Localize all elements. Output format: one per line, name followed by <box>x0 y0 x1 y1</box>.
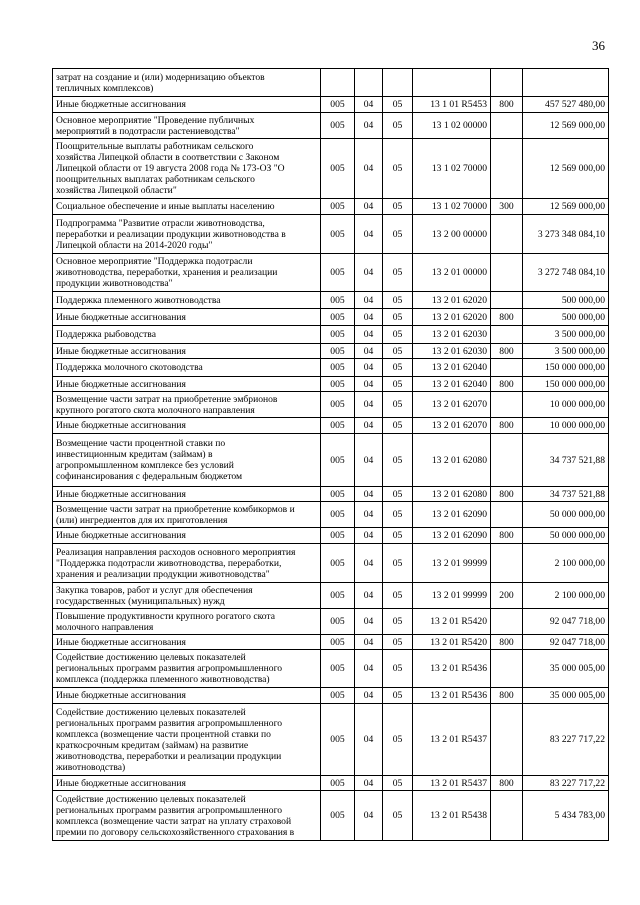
cell-target-article: 13 2 01 R5437 <box>413 704 491 776</box>
item-name-line: Иные бюджетные ассигнования <box>56 777 186 789</box>
cell-department-code <box>321 69 355 97</box>
cell-subsection: 05 <box>383 487 413 502</box>
item-name-line: инвестиционным кредитам (займам) в <box>56 449 213 460</box>
cell-expense-type <box>491 650 523 688</box>
cell-section: 04 <box>355 583 383 609</box>
table-row <box>53 635 609 650</box>
cell-subsection: 05 <box>383 609 413 635</box>
table-row <box>53 418 609 434</box>
item-name-line: Основное мероприятие "Поддержка подотрасли <box>56 256 253 267</box>
cell-expense-type: 800 <box>491 688 523 704</box>
item-name-line: комплекса (поддержка племенного животноводства) <box>56 674 270 685</box>
cell-section: 04 <box>355 434 383 487</box>
cell-amount <box>523 69 609 97</box>
cell-section: 04 <box>355 392 383 418</box>
item-name-line: Содействие достижению целевых показателей <box>56 652 246 663</box>
table-row <box>53 791 609 841</box>
cell-amount: 92 047 718,00 <box>523 635 609 650</box>
cell-subsection: 05 <box>383 704 413 776</box>
item-name-line: региональных программ развития агропромышленного <box>56 804 283 816</box>
cell-item-name <box>53 309 321 326</box>
cell-item-name <box>53 292 321 309</box>
cell-expense-type <box>491 113 523 139</box>
cell-subsection: 05 <box>383 418 413 434</box>
cell-amount: 12 569 000,00 <box>523 113 609 139</box>
cell-amount: 150 000 000,00 <box>523 359 609 377</box>
table-row <box>53 292 609 309</box>
table-row <box>53 359 609 377</box>
cell-amount: 457 527 480,00 <box>523 97 609 113</box>
cell-item-name <box>53 344 321 359</box>
cell-expense-type <box>491 434 523 487</box>
cell-item-name <box>53 650 321 688</box>
cell-expense-type <box>491 791 523 841</box>
cell-amount: 34 737 521,88 <box>523 434 609 487</box>
cell-item-name <box>53 502 321 528</box>
cell-expense-type: 800 <box>491 776 523 791</box>
cell-item-name <box>53 528 321 544</box>
item-name-line: переработки и реализации продукции животноводства в <box>56 228 286 240</box>
cell-amount: 50 000 000,00 <box>523 528 609 544</box>
cell-section: 04 <box>355 791 383 841</box>
cell-section: 04 <box>355 113 383 139</box>
cell-section: 04 <box>355 97 383 113</box>
cell-target-article: 13 2 01 R5436 <box>413 650 491 688</box>
item-name-line: молочного направления <box>56 621 154 633</box>
page-number: 36 <box>592 38 605 53</box>
cell-subsection: 05 <box>383 326 413 344</box>
cell-item-name <box>53 359 321 377</box>
table-row <box>53 97 609 113</box>
cell-department-code: 005 <box>321 502 355 528</box>
cell-department-code: 005 <box>321 418 355 434</box>
cell-department-code: 005 <box>321 292 355 309</box>
cell-amount: 3 273 348 084,10 <box>523 215 609 254</box>
item-name-line: хранения и реализации продукции животноводства" <box>56 568 270 580</box>
item-name-line: животноводства, переработки и реализации продукции <box>56 750 282 762</box>
cell-amount: 500 000,00 <box>523 292 609 309</box>
item-name-line: Иные бюджетные ассигнования <box>56 636 186 648</box>
cell-subsection: 05 <box>383 97 413 113</box>
cell-target-article: 13 2 01 62040 <box>413 359 491 377</box>
item-name-line: региональных программ развития агропромышленного <box>56 717 283 729</box>
cell-amount: 2 100 000,00 <box>523 544 609 583</box>
table-row <box>53 704 609 776</box>
cell-subsection: 05 <box>383 139 413 199</box>
cell-target-article: 13 2 01 62030 <box>413 344 491 359</box>
cell-amount: 12 569 000,00 <box>523 139 609 199</box>
cell-subsection: 05 <box>383 791 413 841</box>
cell-target-article: 13 1 02 00000 <box>413 113 491 139</box>
cell-amount: 50 000 000,00 <box>523 502 609 528</box>
cell-section: 04 <box>355 528 383 544</box>
cell-amount: 34 737 521,88 <box>523 487 609 502</box>
cell-subsection: 05 <box>383 377 413 392</box>
item-name-line: Возмещение части процентной ставки по <box>56 438 226 449</box>
item-name-line: крупного рогатого скота молочного направления <box>56 404 255 416</box>
cell-subsection: 05 <box>383 292 413 309</box>
cell-department-code: 005 <box>321 704 355 776</box>
cell-department-code: 005 <box>321 139 355 199</box>
table-row <box>53 650 609 688</box>
cell-target-article: 13 2 01 62040 <box>413 377 491 392</box>
cell-amount: 10 000 000,00 <box>523 392 609 418</box>
cell-expense-type <box>491 704 523 776</box>
item-name-line: региональных программ развития агропромышленного <box>56 663 283 674</box>
cell-department-code: 005 <box>321 776 355 791</box>
item-name-line: премии по договору сельскохозяйственного страхования в <box>56 826 295 838</box>
cell-department-code: 005 <box>321 392 355 418</box>
cell-target-article: 13 2 01 R5437 <box>413 776 491 791</box>
cell-expense-type: 800 <box>491 309 523 326</box>
item-name-line: мероприятий в подотрасли растениеводства" <box>56 125 240 137</box>
cell-department-code: 005 <box>321 344 355 359</box>
cell-section: 04 <box>355 688 383 704</box>
cell-expense-type: 800 <box>491 97 523 113</box>
cell-expense-type: 300 <box>491 199 523 215</box>
cell-expense-type <box>491 215 523 254</box>
item-name-line: Содействие достижению целевых показателей <box>56 706 246 718</box>
cell-amount: 3 272 748 084,10 <box>523 254 609 292</box>
cell-subsection: 05 <box>383 776 413 791</box>
cell-subsection: 05 <box>383 254 413 292</box>
item-name-line: тепличных комплексов) <box>56 82 154 94</box>
cell-section: 04 <box>355 418 383 434</box>
item-name-line: Социальное обеспечение и иные выплаты населению <box>56 201 275 212</box>
cell-section: 04 <box>355 254 383 292</box>
cell-subsection: 05 <box>383 434 413 487</box>
cell-department-code: 005 <box>321 635 355 650</box>
cell-department-code: 005 <box>321 326 355 344</box>
item-name-line: Иные бюджетные ассигнования <box>56 345 186 357</box>
cell-subsection: 05 <box>383 344 413 359</box>
cell-target-article: 13 2 01 62070 <box>413 392 491 418</box>
cell-amount: 83 227 717,22 <box>523 704 609 776</box>
cell-expense-type <box>491 254 523 292</box>
cell-target-article: 13 1 02 70000 <box>413 199 491 215</box>
cell-subsection: 05 <box>383 113 413 139</box>
cell-department-code: 005 <box>321 609 355 635</box>
cell-section: 04 <box>355 344 383 359</box>
cell-subsection: 05 <box>383 359 413 377</box>
table-row <box>53 544 609 583</box>
cell-item-name <box>53 215 321 254</box>
cell-section: 04 <box>355 704 383 776</box>
cell-department-code: 005 <box>321 791 355 841</box>
item-name-line: краткосрочным кредитам (займам) на развитие <box>56 739 249 751</box>
cell-item-name <box>53 791 321 841</box>
cell-amount: 500 000,00 <box>523 309 609 326</box>
item-name-line: государственных (муниципальных) нужд <box>56 595 225 607</box>
item-name-line: Поощрительные выплаты работникам сельского <box>56 141 254 152</box>
cell-department-code: 005 <box>321 215 355 254</box>
item-name-line: Поддержка племенного животноводства <box>56 294 221 306</box>
item-name-line: комплекса (возмещение части процентной ставки по <box>56 728 271 740</box>
cell-expense-type <box>491 502 523 528</box>
cell-subsection: 05 <box>383 392 413 418</box>
item-name-line: Поддержка молочного скотоводства <box>56 362 203 373</box>
table-row <box>53 392 609 418</box>
item-name-line: Повышение продуктивности крупного рогатого скота <box>56 610 275 622</box>
cell-amount: 83 227 717,22 <box>523 776 609 791</box>
budget-table <box>52 68 609 841</box>
cell-target-article: 13 2 01 62030 <box>413 326 491 344</box>
cell-item-name <box>53 704 321 776</box>
table-row <box>53 377 609 392</box>
cell-expense-type: 800 <box>491 418 523 434</box>
cell-item-name <box>53 69 321 97</box>
item-name-line: (или) ингредиентов для их приготовления <box>56 514 228 526</box>
cell-item-name <box>53 418 321 434</box>
cell-amount: 35 000 005,00 <box>523 688 609 704</box>
cell-target-article: 13 2 01 62080 <box>413 487 491 502</box>
table-row <box>53 254 609 292</box>
item-name-line: Иные бюджетные ассигнования <box>56 530 186 541</box>
cell-amount: 10 000 000,00 <box>523 418 609 434</box>
cell-section: 04 <box>355 502 383 528</box>
item-name-line: Иные бюджетные ассигнования <box>56 690 186 701</box>
cell-item-name <box>53 139 321 199</box>
table-row <box>53 434 609 487</box>
cell-amount: 5 434 783,00 <box>523 791 609 841</box>
item-name-line: Иные бюджетные ассигнования <box>56 420 186 431</box>
cell-section: 04 <box>355 359 383 377</box>
cell-amount: 150 000 000,00 <box>523 377 609 392</box>
cell-department-code: 005 <box>321 359 355 377</box>
cell-department-code: 005 <box>321 544 355 583</box>
cell-section: 04 <box>355 199 383 215</box>
item-name-line: Содействие достижению целевых показателей <box>56 793 246 805</box>
cell-item-name <box>53 392 321 418</box>
item-name-line: хозяйства Липецкой области" <box>56 185 177 196</box>
cell-section: 04 <box>355 635 383 650</box>
cell-department-code: 005 <box>321 97 355 113</box>
item-name-line: софинансирования с федеральным бюджетом <box>56 471 243 482</box>
table-row <box>53 583 609 609</box>
item-name-line: хозяйства Липецкой области в соответствии с Законом <box>56 152 280 163</box>
item-name-line: поощрительных выплатах работникам сельского <box>56 174 255 185</box>
cell-target-article <box>413 69 491 97</box>
cell-section <box>355 69 383 97</box>
table-body <box>53 69 609 841</box>
table-row <box>53 528 609 544</box>
cell-target-article: 13 1 01 R5453 <box>413 97 491 113</box>
table-row <box>53 113 609 139</box>
cell-expense-type <box>491 544 523 583</box>
table-row <box>53 688 609 704</box>
cell-subsection: 05 <box>383 635 413 650</box>
cell-department-code: 005 <box>321 583 355 609</box>
cell-expense-type: 800 <box>491 487 523 502</box>
table-row <box>53 69 609 97</box>
cell-section: 04 <box>355 292 383 309</box>
item-name-line: Подпрограмма "Развитие отрасли животноводства, <box>56 217 265 229</box>
cell-expense-type <box>491 139 523 199</box>
item-name-line: животноводства, переработки, хранения и реализации <box>56 267 278 278</box>
cell-subsection: 05 <box>383 544 413 583</box>
cell-item-name <box>53 434 321 487</box>
cell-item-name <box>53 583 321 609</box>
cell-section: 04 <box>355 487 383 502</box>
cell-subsection <box>383 69 413 97</box>
cell-target-article: 13 2 01 R5436 <box>413 688 491 704</box>
cell-item-name <box>53 635 321 650</box>
item-name-line: агропромышленном комплексе без условий <box>56 460 234 471</box>
cell-department-code: 005 <box>321 487 355 502</box>
cell-amount: 12 569 000,00 <box>523 199 609 215</box>
cell-expense-type <box>491 69 523 97</box>
cell-amount: 2 100 000,00 <box>523 583 609 609</box>
cell-department-code: 005 <box>321 377 355 392</box>
item-name-line: комплекса (возмещение части затрат на уплату страховой <box>56 815 292 827</box>
cell-expense-type <box>491 609 523 635</box>
cell-target-article: 13 2 01 62080 <box>413 434 491 487</box>
cell-expense-type <box>491 326 523 344</box>
cell-expense-type: 200 <box>491 583 523 609</box>
cell-department-code: 005 <box>321 528 355 544</box>
cell-expense-type: 800 <box>491 528 523 544</box>
cell-department-code: 005 <box>321 688 355 704</box>
cell-amount: 92 047 718,00 <box>523 609 609 635</box>
cell-subsection: 05 <box>383 528 413 544</box>
cell-section: 04 <box>355 377 383 392</box>
table-row <box>53 139 609 199</box>
item-name-line: Возмещение части затрат на приобретение комбикормов и <box>56 503 295 515</box>
cell-department-code: 005 <box>321 113 355 139</box>
table-row <box>53 344 609 359</box>
item-name-line: Реализация направления расходов основного мероприятия <box>56 546 296 558</box>
cell-target-article: 13 1 02 70000 <box>413 139 491 199</box>
cell-item-name <box>53 609 321 635</box>
item-name-line: Иные бюджетные ассигнования <box>56 488 186 500</box>
cell-expense-type: 800 <box>491 635 523 650</box>
item-name-line: Иные бюджетные ассигнования <box>56 311 186 323</box>
cell-expense-type <box>491 292 523 309</box>
cell-item-name <box>53 97 321 113</box>
table-row <box>53 487 609 502</box>
cell-subsection: 05 <box>383 309 413 326</box>
cell-target-article: 13 2 01 62090 <box>413 528 491 544</box>
cell-item-name <box>53 688 321 704</box>
item-name-line: Поддержка рыбоводства <box>56 329 156 340</box>
cell-item-name <box>53 487 321 502</box>
cell-subsection: 05 <box>383 215 413 254</box>
cell-expense-type: 800 <box>491 344 523 359</box>
table-row <box>53 199 609 215</box>
cell-section: 04 <box>355 309 383 326</box>
table-row <box>53 215 609 254</box>
item-name-line: Липецкой области от 19 августа 2008 года № 173-ОЗ "О <box>56 163 285 174</box>
cell-target-article: 13 2 01 99999 <box>413 544 491 583</box>
cell-item-name <box>53 544 321 583</box>
cell-target-article: 13 2 01 R5420 <box>413 635 491 650</box>
item-name-line: "Поддержка подотрасли животноводства, переработки, <box>56 557 282 569</box>
cell-department-code: 005 <box>321 309 355 326</box>
item-name-line: Возмещение части затрат на приобретение эмбрионов <box>56 393 278 405</box>
item-name-line: животноводства) <box>56 761 126 773</box>
item-name-line: Иные бюджетные ассигнования <box>56 99 186 110</box>
cell-subsection: 05 <box>383 199 413 215</box>
cell-department-code: 005 <box>321 650 355 688</box>
table-row <box>53 326 609 344</box>
table-row <box>53 609 609 635</box>
cell-subsection: 05 <box>383 688 413 704</box>
cell-amount: 3 500 000,00 <box>523 344 609 359</box>
cell-expense-type: 800 <box>491 377 523 392</box>
cell-section: 04 <box>355 139 383 199</box>
item-name-line: затрат на создание и (или) модернизацию объектов <box>56 71 265 83</box>
table-row <box>53 502 609 528</box>
cell-item-name <box>53 113 321 139</box>
item-name-line: Основное мероприятие "Проведение публичных <box>56 114 255 126</box>
cell-section: 04 <box>355 650 383 688</box>
cell-item-name <box>53 254 321 292</box>
cell-subsection: 05 <box>383 583 413 609</box>
cell-item-name <box>53 199 321 215</box>
cell-subsection: 05 <box>383 502 413 528</box>
table-row <box>53 309 609 326</box>
cell-target-article: 13 2 00 00000 <box>413 215 491 254</box>
table-row <box>53 776 609 791</box>
cell-amount: 35 000 005,00 <box>523 650 609 688</box>
cell-section: 04 <box>355 215 383 254</box>
cell-target-article: 13 2 01 62020 <box>413 309 491 326</box>
cell-target-article: 13 2 01 00000 <box>413 254 491 292</box>
cell-section: 04 <box>355 609 383 635</box>
item-name-line: продукции животноводства" <box>56 278 173 289</box>
cell-expense-type <box>491 392 523 418</box>
cell-target-article: 13 2 01 R5438 <box>413 791 491 841</box>
cell-amount: 3 500 000,00 <box>523 326 609 344</box>
cell-target-article: 13 2 01 62020 <box>413 292 491 309</box>
item-name-line: Закупка товаров, работ и услуг для обеспечения <box>56 584 253 596</box>
cell-subsection: 05 <box>383 650 413 688</box>
cell-item-name <box>53 377 321 392</box>
cell-item-name <box>53 776 321 791</box>
cell-expense-type <box>491 359 523 377</box>
item-name-line: Иные бюджетные ассигнования <box>56 378 186 390</box>
cell-department-code: 005 <box>321 254 355 292</box>
cell-target-article: 13 2 01 99999 <box>413 583 491 609</box>
cell-item-name <box>53 326 321 344</box>
cell-target-article: 13 2 01 R5420 <box>413 609 491 635</box>
cell-section: 04 <box>355 776 383 791</box>
cell-section: 04 <box>355 544 383 583</box>
cell-department-code: 005 <box>321 434 355 487</box>
cell-target-article: 13 2 01 62090 <box>413 502 491 528</box>
cell-section: 04 <box>355 326 383 344</box>
item-name-line: Липецкой области на 2014-2020 годы" <box>56 239 213 251</box>
cell-department-code: 005 <box>321 199 355 215</box>
cell-target-article: 13 2 01 62070 <box>413 418 491 434</box>
